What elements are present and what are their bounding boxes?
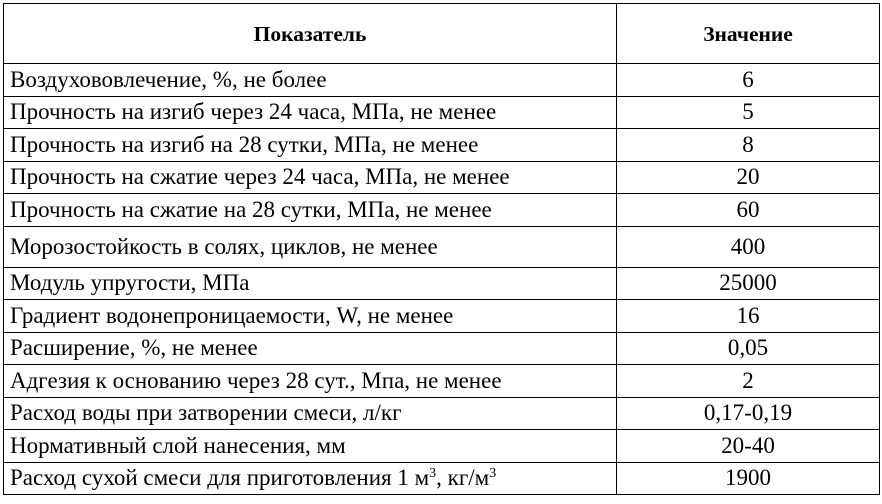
row-indicator: Нормативный слой нанесения, мм — [4, 430, 617, 463]
row-value: 16 — [617, 300, 880, 333]
table-row — [4, 226, 880, 267]
row-value: 60 — [617, 194, 880, 227]
properties-table — [3, 3, 880, 495]
row-value: 8 — [617, 129, 880, 162]
row-indicator: Прочность на сжатие через 24 часа, МПа, не менее — [4, 161, 617, 194]
row-value: 400 — [617, 226, 880, 267]
table-row — [4, 267, 880, 300]
row-indicator: Прочность на изгиб через 24 часа, МПа, не менее — [4, 96, 617, 129]
row-indicator: Расширение, %, не менее — [4, 332, 617, 365]
row-indicator: Модуль упругости, МПа — [4, 267, 617, 300]
row-value: 1900 — [617, 462, 880, 495]
table-row — [4, 332, 880, 365]
table-row — [4, 161, 880, 194]
column-header-indicator: Показатель — [4, 4, 617, 64]
row-indicator: Прочность на сжатие на 28 сутки, МПа, не менее — [4, 194, 617, 227]
row-indicator: Воздухововлечение, %, не более — [4, 64, 617, 97]
row-value: 6 — [617, 64, 880, 97]
row-indicator: Прочность на изгиб на 28 сутки, МПа, не менее — [4, 129, 617, 162]
superscript: 3 — [489, 466, 497, 482]
table-header-row — [4, 4, 880, 64]
table-row — [4, 430, 880, 463]
row-value: 20-40 — [617, 430, 880, 463]
superscript: 3 — [429, 466, 437, 482]
table-row — [4, 96, 880, 129]
row-indicator: Градиент водонепроницаемости, W, не менее — [4, 300, 617, 333]
table-row — [4, 300, 880, 333]
row-indicator-text: Расход сухой смеси для приготовления 1 м — [10, 465, 430, 491]
row-value: 2 — [617, 365, 880, 398]
table-row — [4, 64, 880, 97]
column-header-value: Значение — [617, 4, 880, 64]
row-value: 5 — [617, 96, 880, 129]
row-indicator-text: , кг/м — [436, 465, 490, 491]
row-indicator — [4, 462, 617, 495]
table-row — [4, 129, 880, 162]
row-indicator: Адгезия к основанию через 28 сут., Мпа, не менее — [4, 365, 617, 398]
row-value: 0,17-0,19 — [617, 397, 880, 430]
table-row — [4, 397, 880, 430]
row-indicator: Морозостойкость в солях, циклов, не менее — [4, 226, 617, 267]
row-value: 25000 — [617, 267, 880, 300]
row-indicator: Расход воды при затворении смеси, л/кг — [4, 397, 617, 430]
row-value: 20 — [617, 161, 880, 194]
table-row — [4, 194, 880, 227]
table-row — [4, 462, 880, 495]
table-row — [4, 365, 880, 398]
row-value: 0,05 — [617, 332, 880, 365]
